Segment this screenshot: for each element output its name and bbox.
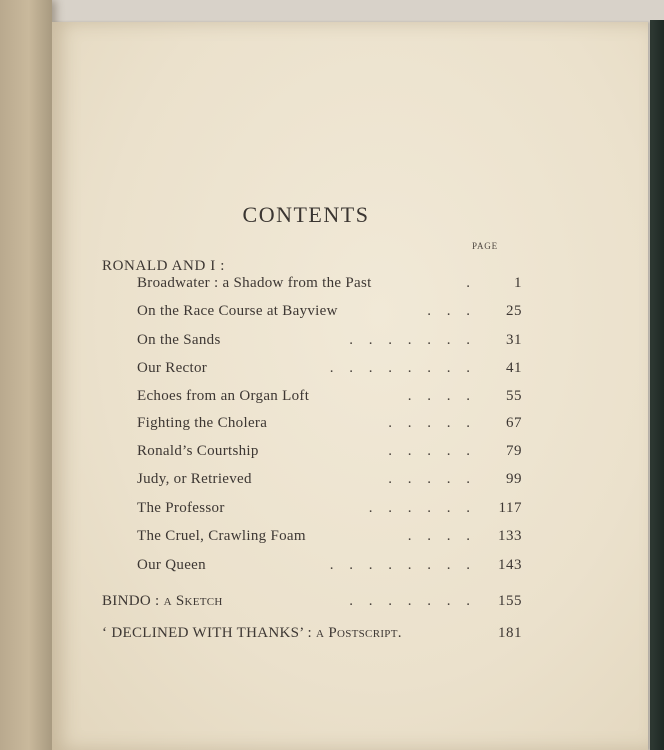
- toc-entry-title: Our Rector: [137, 360, 208, 376]
- toc-entry-title: On the Sands: [137, 332, 221, 348]
- toc-entry-leader: . . . .: [407, 528, 476, 544]
- toc-entry-page: 143: [498, 557, 522, 573]
- toc-entry-leader: . . . . . .: [368, 500, 476, 516]
- toc-entry: [102, 275, 522, 297]
- toc-entry-leader: . . . . . . .: [349, 593, 476, 609]
- toc-entry: [102, 528, 522, 550]
- toc-entry: [102, 557, 522, 579]
- section-heading: RONALD AND I :: [102, 258, 225, 274]
- toc-entry-leader: . . . . . . . .: [329, 557, 476, 573]
- toc-entry-title: Judy, or Retrieved: [137, 471, 252, 487]
- toc-entry-page: 25: [506, 303, 522, 319]
- toc-entry: [102, 471, 522, 493]
- toc-entry-title: Our Queen: [137, 557, 206, 573]
- toc-entry: [102, 388, 522, 410]
- toc-entry: [102, 303, 522, 325]
- toc-entry-title: ‘ DECLINED WITH THANKS’ : a Postscript.: [102, 625, 402, 641]
- toc-entry-leader: . . .: [427, 303, 476, 319]
- toc-entry-page: 55: [506, 388, 522, 404]
- toc-entry-page: 41: [506, 360, 522, 376]
- toc-entry-page: 31: [506, 332, 522, 348]
- toc-entry-title: The Cruel, Crawling Foam: [137, 528, 306, 544]
- toc-entry-page: 117: [498, 500, 522, 516]
- toc-entry: [102, 332, 522, 354]
- book-cover-edge: [650, 20, 664, 750]
- toc-entry-leader: . . . . . . . .: [329, 360, 476, 376]
- toc-entry-title: Broadwater : a Shadow from the Past: [137, 275, 372, 291]
- toc-entry-leader: . . . . . . .: [349, 332, 476, 348]
- toc-entry-page: 79: [506, 443, 522, 459]
- toc-entry: [102, 625, 522, 647]
- page-column-label: PAGE: [472, 241, 498, 251]
- toc-entry-page: 67: [506, 415, 522, 431]
- toc-entry-title: On the Race Course at Bayview: [137, 303, 338, 319]
- toc-entry-page: 133: [498, 528, 522, 544]
- toc-entry: [102, 360, 522, 382]
- toc-entry: [102, 500, 522, 522]
- toc-entry-title: Echoes from an Organ Loft: [137, 388, 310, 404]
- contents-page: [52, 22, 648, 750]
- toc-entry-leader: .: [466, 275, 476, 291]
- toc-entry-leader: . . . . .: [388, 471, 476, 487]
- toc-entry-page: 99: [506, 471, 522, 487]
- toc-entry-page: 155: [498, 593, 522, 609]
- facing-page-edge: [0, 0, 52, 750]
- toc-entry-title: Fighting the Cholera: [137, 415, 268, 431]
- toc-entry-leader: . . . .: [407, 388, 476, 404]
- toc-entry-title: Ronald’s Courtship: [137, 443, 259, 459]
- toc-entry-title: BINDO : a Sketch: [102, 593, 223, 609]
- toc-entry-page: 181: [498, 625, 522, 641]
- toc-entry-title: The Professor: [137, 500, 225, 516]
- page-title: CONTENTS: [242, 202, 370, 227]
- toc-entry-leader: . . . . .: [388, 415, 476, 431]
- toc-entry: [102, 443, 522, 465]
- toc-entry-leader: . . . . .: [388, 443, 476, 459]
- toc-entry: [102, 593, 522, 615]
- toc-entry: [102, 415, 522, 437]
- toc-entry-page: 1: [514, 275, 522, 291]
